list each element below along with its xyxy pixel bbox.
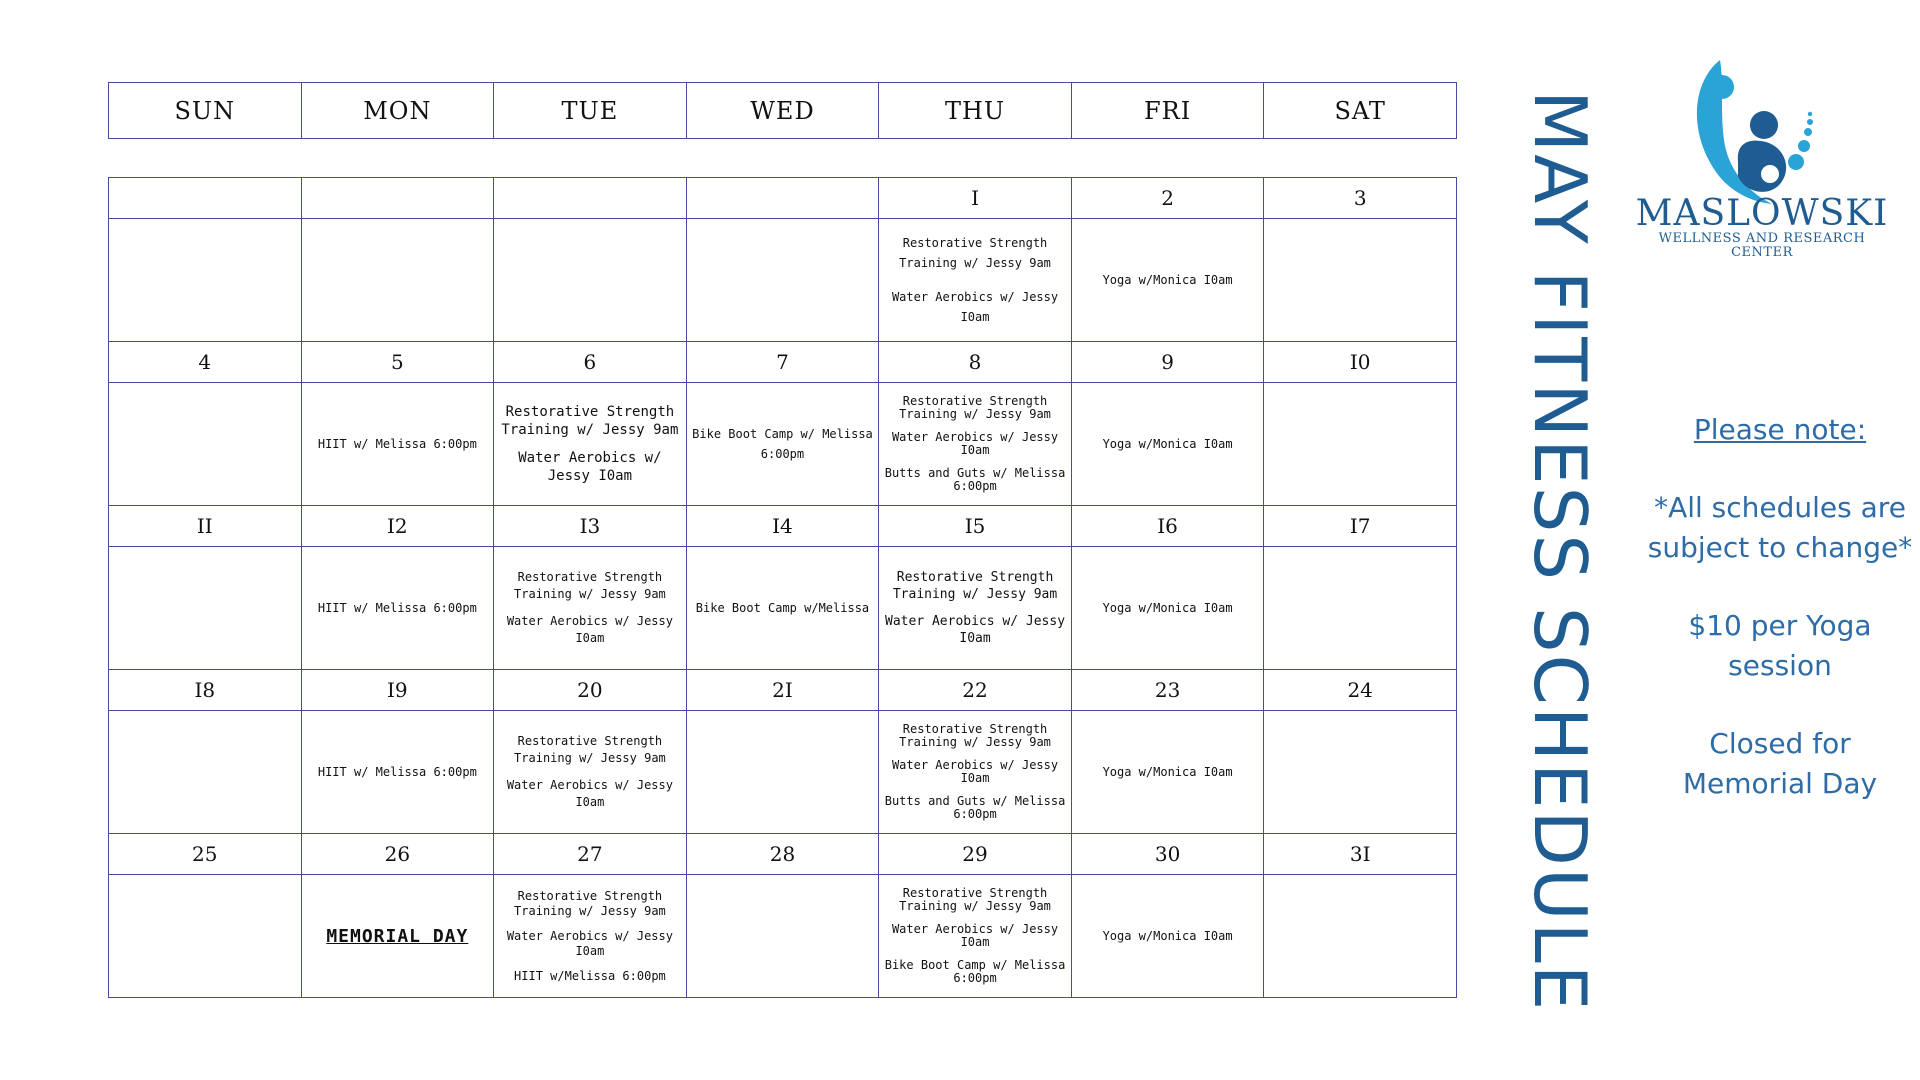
- date-cell: 26: [301, 834, 494, 875]
- class-entry: Water Aerobics w/ Jessy I0am: [506, 614, 673, 645]
- class-entry: Yoga w/Monica I0am: [1102, 765, 1233, 779]
- class-entry: Yoga w/Monica I0am: [1102, 929, 1233, 943]
- class-entry: Restorative Strength Training w/ Jessy 9am: [899, 722, 1051, 749]
- date-cell: [301, 178, 494, 219]
- date-cell: 23: [1071, 670, 1264, 711]
- class-entry: Yoga w/Monica I0am: [1102, 437, 1233, 451]
- event-cell: [686, 711, 879, 834]
- event-cell: [1264, 219, 1457, 342]
- note-schedule-change: *All schedules are subject to change*: [1647, 491, 1913, 564]
- event-cell: [109, 383, 302, 506]
- logo-wordmark: [1632, 193, 1892, 260]
- date-row: [109, 506, 1457, 547]
- class-entry: Bike Boot Camp w/ Melissa 6:00pm: [884, 958, 1066, 985]
- date-cell: [686, 178, 879, 219]
- date-cell: 8: [879, 342, 1072, 383]
- date-cell: 29: [879, 834, 1072, 875]
- logo-subtitle: WELLNESS AND RESEARCH CENTER: [1658, 231, 1866, 260]
- date-cell: 2I: [686, 670, 879, 711]
- class-entry: Restorative Strength Training w/ Jessy 9am: [514, 570, 666, 601]
- event-row: [109, 875, 1457, 998]
- event-cell: [494, 219, 687, 342]
- class-entry: Bike Boot Camp w/ Melissa 6:00pm: [692, 427, 873, 461]
- date-cell: 24: [1264, 670, 1457, 711]
- class-entry: Restorative Strength Training w/ Jessy 9am: [899, 236, 1051, 270]
- date-cell: 20: [494, 670, 687, 711]
- class-entry: Restorative Strength Training w/ Jessy 9am: [899, 886, 1051, 913]
- class-entry: Yoga w/Monica I0am: [1102, 601, 1233, 615]
- event-cell: [1071, 547, 1264, 670]
- class-entry: Butts and Guts w/ Melissa 6:00pm: [884, 466, 1066, 493]
- class-entry: HIIT w/ Melissa 6:00pm: [317, 765, 477, 779]
- class-entry: Restorative Strength Training w/ Jessy 9am: [892, 570, 1058, 602]
- event-cell: [1264, 383, 1457, 506]
- date-cell: 4: [109, 342, 302, 383]
- date-row: [109, 342, 1457, 383]
- class-entry: Bike Boot Camp w/Melissa: [695, 601, 870, 615]
- notes-heading: Please note:: [1693, 413, 1867, 446]
- event-cell: [301, 219, 494, 342]
- weekday-sun: SUN: [109, 83, 302, 139]
- date-cell: I2: [301, 506, 494, 547]
- class-entry: Restorative Strength Training w/ Jessy 9am: [899, 394, 1051, 421]
- event-cell: [494, 547, 687, 670]
- date-cell: I5: [879, 506, 1072, 547]
- weekday-header: [108, 82, 1457, 139]
- weekday-mon: MON: [301, 83, 494, 139]
- event-row: [109, 383, 1457, 506]
- event-cell: [109, 711, 302, 834]
- page-title: MAY FITNESS SCHEDULE: [1518, 90, 1602, 1013]
- event-cell: [494, 711, 687, 834]
- class-entry: Yoga w/Monica I0am: [1102, 273, 1233, 287]
- class-entry: Water Aerobics w/ Jessy I0am: [518, 450, 662, 484]
- class-entry: Water Aerobics w/ Jessy I0am: [891, 290, 1059, 324]
- event-cell: [1264, 547, 1457, 670]
- weekday-fri: FRI: [1071, 83, 1264, 139]
- class-entry: Water Aerobics w/ Jessy I0am: [891, 758, 1059, 785]
- event-row: [109, 547, 1457, 670]
- event-cell: [879, 547, 1072, 670]
- date-cell: 30: [1071, 834, 1264, 875]
- class-entry: HIIT w/Melissa 6:00pm: [514, 968, 666, 983]
- event-cell: [879, 875, 1072, 998]
- date-cell: 25: [109, 834, 302, 875]
- date-cell: 22: [879, 670, 1072, 711]
- event-cell: [301, 547, 494, 670]
- date-cell: I: [879, 178, 1072, 219]
- date-cell: I9: [301, 670, 494, 711]
- event-cell: [879, 711, 1072, 834]
- note-memorial-day: Closed for Memorial Day: [1682, 727, 1878, 800]
- event-cell: [494, 875, 687, 998]
- event-row: [109, 711, 1457, 834]
- class-entry: Butts and Guts w/ Melissa 6:00pm: [884, 794, 1066, 821]
- date-row: [109, 178, 1457, 219]
- date-cell: 27: [494, 834, 687, 875]
- date-cell: 3I: [1264, 834, 1457, 875]
- class-entry: Restorative Strength Training w/ Jessy 9am: [514, 734, 666, 765]
- date-cell: 5: [301, 342, 494, 383]
- weekday-thu: THU: [879, 83, 1072, 139]
- logo-name: MASLOWSKI: [1635, 193, 1889, 234]
- date-cell: I6: [1071, 506, 1264, 547]
- class-entry: Water Aerobics w/ Jessy I0am: [506, 928, 673, 958]
- event-row: [109, 219, 1457, 342]
- class-entry: HIIT w/ Melissa 6:00pm: [317, 601, 477, 615]
- event-cell: [686, 875, 879, 998]
- event-cell: [686, 219, 879, 342]
- event-cell: [879, 219, 1072, 342]
- date-cell: [109, 178, 302, 219]
- weekday-tue: TUE: [494, 83, 687, 139]
- event-cell: [494, 383, 687, 506]
- date-cell: I7: [1264, 506, 1457, 547]
- date-cell: I3: [494, 506, 687, 547]
- event-cell: [301, 875, 494, 998]
- event-cell: [1264, 711, 1457, 834]
- date-cell: I4: [686, 506, 879, 547]
- date-cell: 9: [1071, 342, 1264, 383]
- date-cell: I8: [109, 670, 302, 711]
- calendar-grid: [108, 177, 1457, 998]
- notes-panel: [1640, 410, 1920, 804]
- date-cell: 2: [1071, 178, 1264, 219]
- event-cell: [879, 383, 1072, 506]
- event-cell: [1071, 383, 1264, 506]
- event-cell: [1071, 711, 1264, 834]
- date-cell: II: [109, 506, 302, 547]
- date-cell: 6: [494, 342, 687, 383]
- event-cell: [109, 547, 302, 670]
- class-entry: Restorative Strength Training w/ Jessy 9am: [501, 404, 679, 438]
- date-row: [109, 834, 1457, 875]
- weekday-wed: WED: [686, 83, 879, 139]
- note-yoga-price: $10 per Yoga session: [1688, 609, 1872, 682]
- event-cell: [301, 711, 494, 834]
- event-cell: [301, 383, 494, 506]
- date-cell: [494, 178, 687, 219]
- class-entry: Water Aerobics w/ Jessy I0am: [506, 778, 673, 809]
- event-cell: [1264, 875, 1457, 998]
- event-cell: [109, 219, 302, 342]
- date-cell: 7: [686, 342, 879, 383]
- class-entry: Water Aerobics w/ Jessy I0am: [885, 614, 1066, 646]
- class-entry: Water Aerobics w/ Jessy I0am: [891, 430, 1059, 457]
- event-cell: [686, 383, 879, 506]
- date-cell: 3: [1264, 178, 1457, 219]
- date-cell: I0: [1264, 342, 1457, 383]
- date-cell: 28: [686, 834, 879, 875]
- class-entry: Water Aerobics w/ Jessy I0am: [891, 922, 1059, 949]
- event-cell: [1071, 219, 1264, 342]
- date-row: [109, 670, 1457, 711]
- event-cell: [686, 547, 879, 670]
- holiday-label: MEMORIAL DAY: [326, 925, 469, 947]
- class-entry: Restorative Strength Training w/ Jessy 9am: [514, 888, 666, 918]
- weekday-sat: SAT: [1264, 83, 1457, 139]
- event-cell: [109, 875, 302, 998]
- event-cell: [1071, 875, 1264, 998]
- class-entry: HIIT w/ Melissa 6:00pm: [317, 437, 477, 451]
